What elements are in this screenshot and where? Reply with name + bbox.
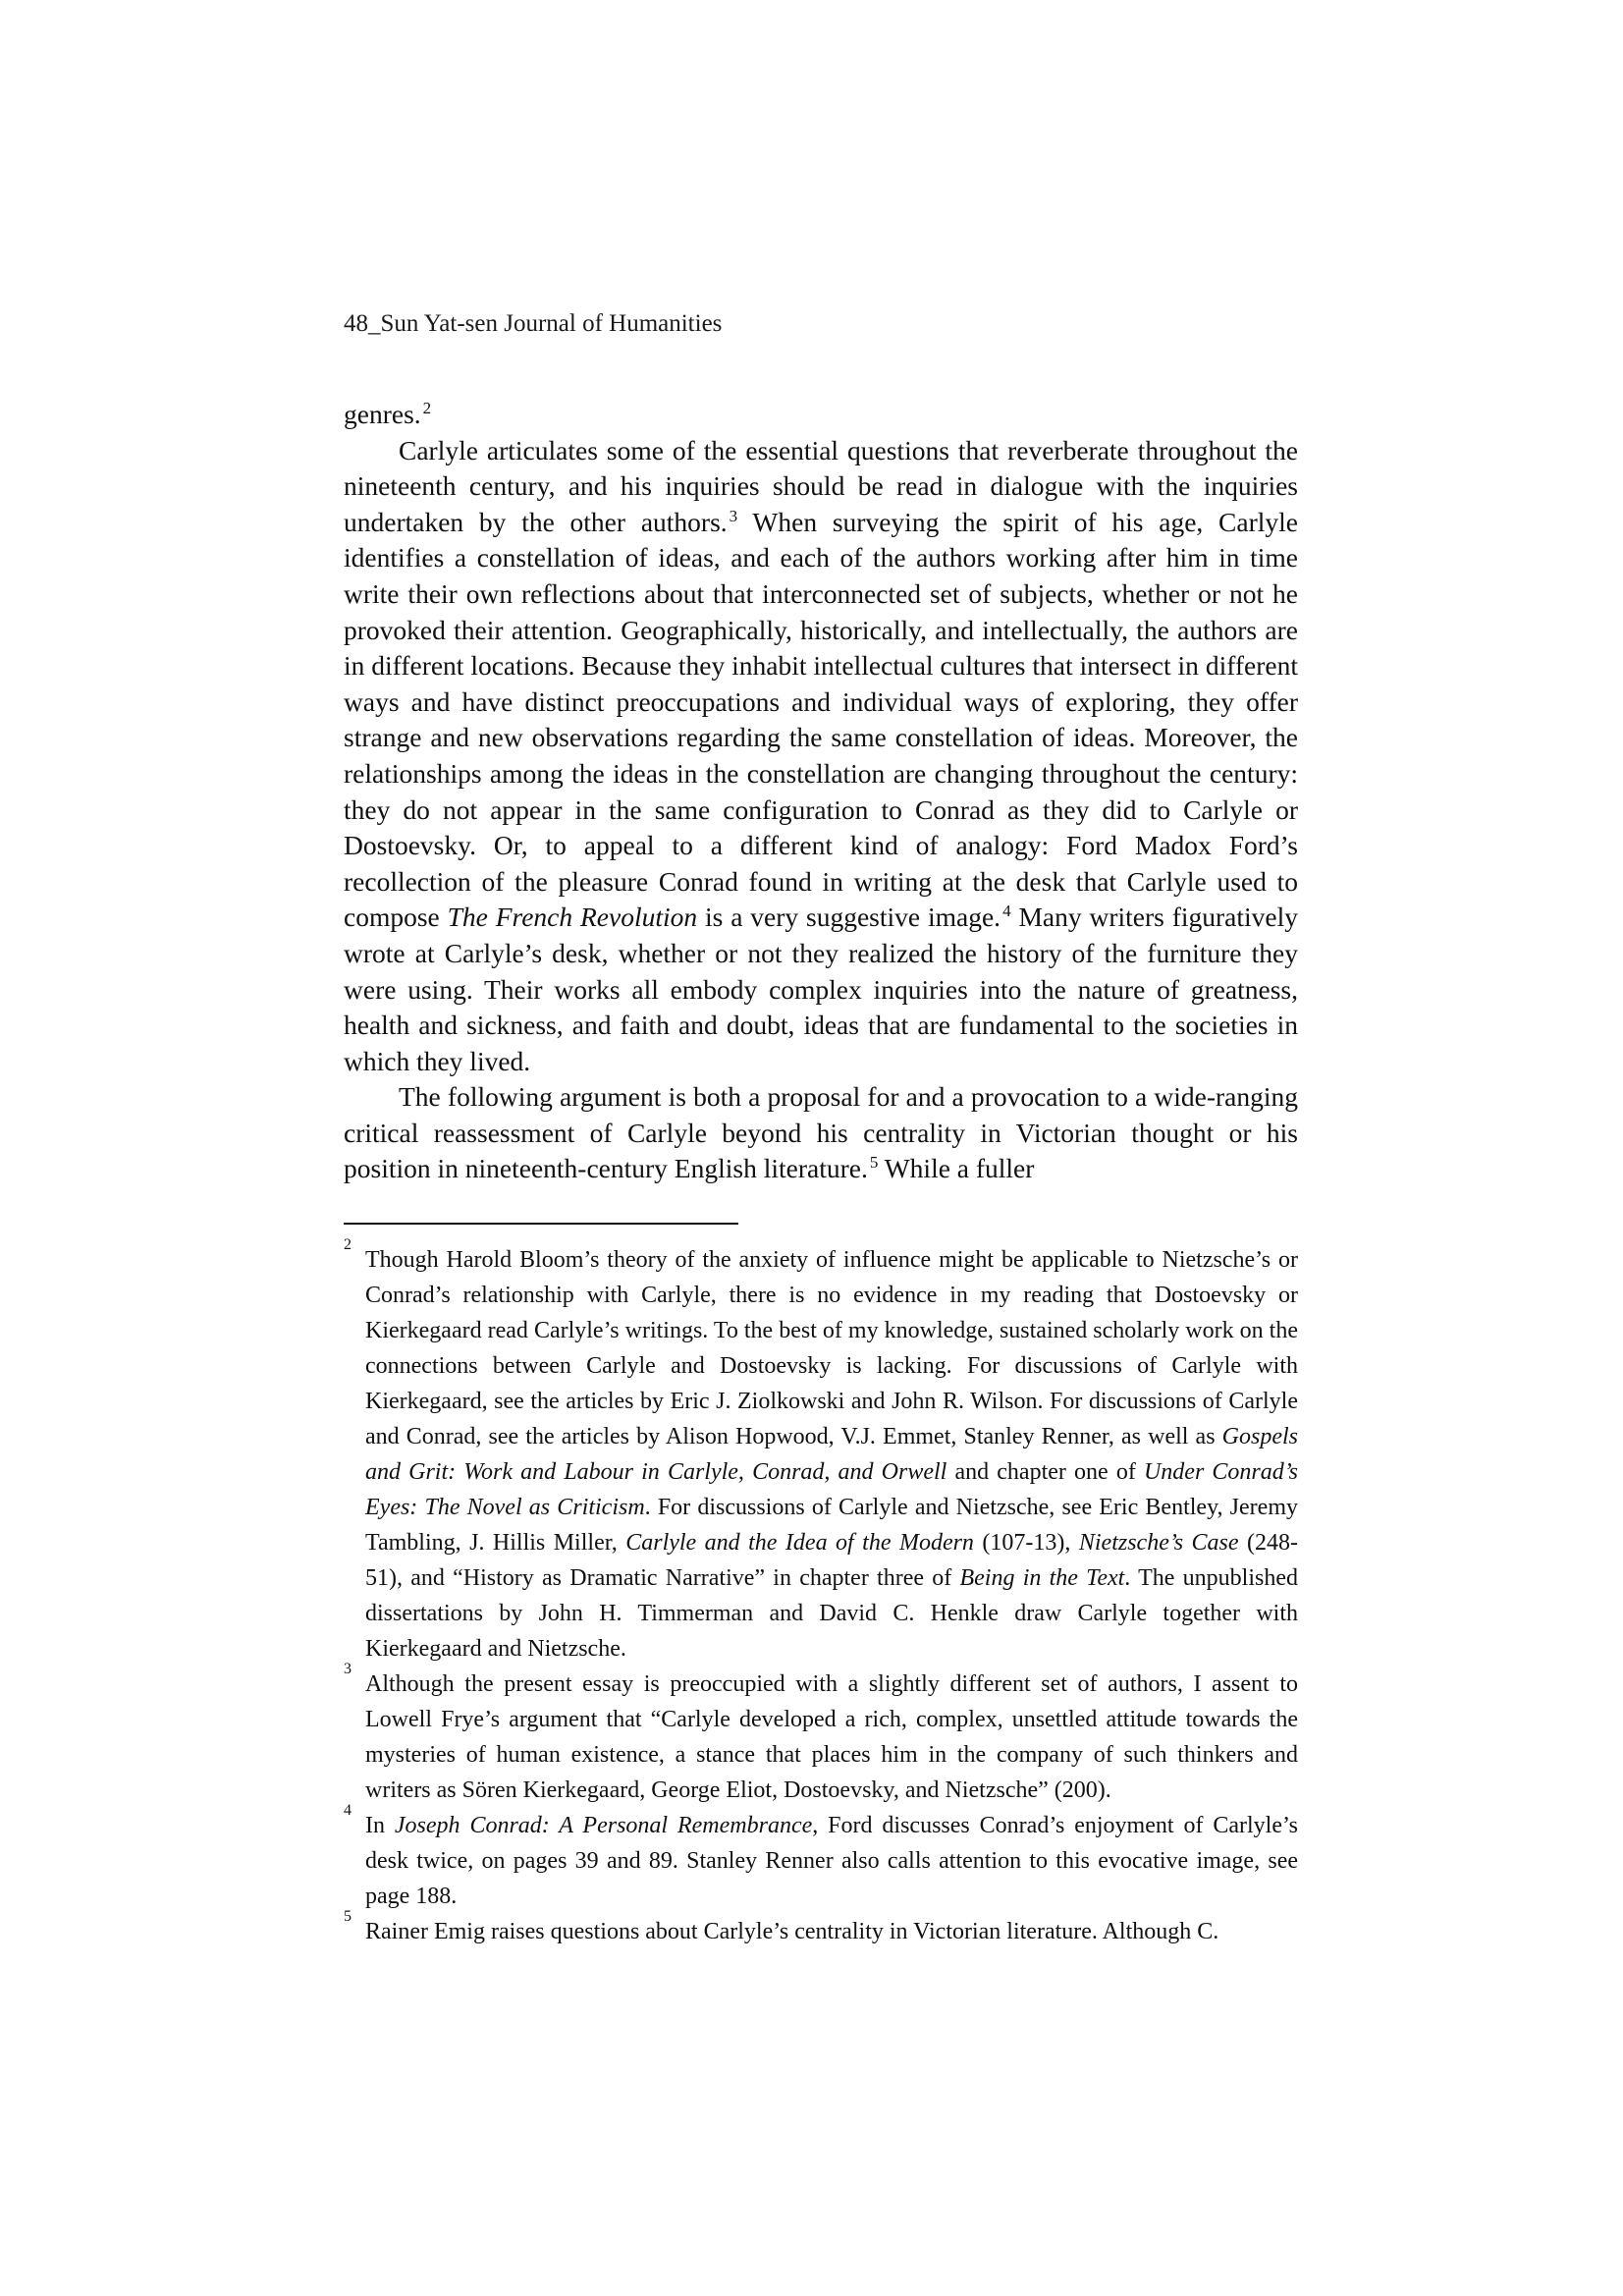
text-run: Many writers figuratively wrote at Carlyle’s desk, whether or not they realized the history of the furniture they were using. Their works all embody complex inquiries into the nature of greatness, health and sickness, and faith and doubt, ideas that are fundamental to the societies in which they lived. [344, 902, 1298, 1076]
footnote-5 [344, 1908, 1298, 1949]
footnote-4 [344, 1802, 1299, 1914]
footnote-number: 3 [344, 1661, 352, 1677]
text-run: Carlyle articulates some of the essential questions that reverberate throughout the nineteenth century, and his inquiries should be read in dialogue with the inquiries undertaken by the other authors. [344, 434, 1298, 537]
text-run: The following argument is both a proposal for and a provocation to a wide-ranging critical reassessment of Carlyle beyond his centrality in Victorian thought or his position in nineteenth-century English literature. [344, 1081, 1298, 1184]
italic-title: The French Revolution [447, 902, 698, 933]
italic-title: Gospels and Grit: Work and Labour in Carlyle, Conrad, and Orwell [365, 1424, 1298, 1485]
footnote-number: 5 [344, 1908, 352, 1925]
italic-title: Joseph Conrad: A Personal Remembrance [394, 1813, 813, 1838]
text-run: , Ford discusses Conrad’s enjoyment of Carlyle’s desk twice, on pages 39 and 89. Stanley Renner also calls attention to this evocative image, see page 188. [365, 1813, 1299, 1909]
text-run: (248-51), and “History as Dramatic Narrative” in chapter three of [365, 1530, 1298, 1591]
text-run: and chapter one of [947, 1459, 1144, 1485]
text-run: In [365, 1813, 395, 1838]
text-run: . For discussions of Carlyle and Nietzsche, see Eric Bentley, Jeremy Tambling, J. Hillis Miller, [365, 1495, 1298, 1556]
text-run: Though Harold Bloom’s theory of the anxiety of influence might be applicable to Nietzsche’s or Conrad’s relationship with Carlyle, there is no evidence in my reading that Dostoevsky or Kierkegaard read Carlyle’s writings. To the best of my knowledge, sustained scholarly work on the connections between Carlyle and Dostoevsky is lacking. For discussions of Carlyle with Kierkegaard, see the articles by Eric J. Ziolkowski and John R. Wilson. For discussions of Carlyle and Conrad, see the articles by Alison Hopwood, V.J. Emmet, Stanley Renner, as well as [365, 1247, 1298, 1449]
footnote-ref-3[interactable]: 3 [729, 506, 738, 525]
paragraph-continuation [344, 397, 1298, 433]
text-run: genres. [344, 399, 421, 429]
footnote-ref-5[interactable]: 5 [869, 1153, 879, 1173]
text-run: When surveying the spirit of his age, Carlyle identifies a constellation of ideas, and each of the authors working after him in time write their own reflections about that interconnected set of subjects, whether or not he provoked their attention. Geographically, historically, and intellectually, the authors are in different locations. Because they inhabit intellectual cultures that intersect in different ways and have distinct preoccupations and individual ways of exploring, they offer strange and new observations regarding the same constellation of ideas. Moreover, the relationships among the ideas in the constellation are changing throughout the century: they do not appear in the same configuration to Conrad as they did to Carlyle or Dostoevsky. Or, to appeal to a different kind of analogy: Ford Madox Ford’s recollection of the pleasure Conrad found in writing at the desk that Carlyle used to compose [344, 506, 1298, 933]
footnote-ref-2[interactable]: 2 [422, 398, 432, 417]
text-run: . The unpublished dissertations by John H. Timmerman and David C. Henkle draw Carlyle together with Kierkegaard and Nietzsche. [365, 1565, 1298, 1662]
italic-title: Being in the Text [959, 1565, 1125, 1591]
text-run: Rainer Emig raises questions about Carlyle’s centrality in Victorian literature. Although C. [365, 1919, 1219, 1944]
italic-title: Under Conrad’s Eyes: The Novel as Criticism [365, 1459, 1298, 1520]
italic-title: Carlyle and the Idea of the Modern [625, 1530, 974, 1556]
text-run: is a very suggestive image. [697, 902, 1001, 933]
footnote-number: 2 [344, 1236, 352, 1253]
footnote-3 [344, 1661, 1298, 1808]
running-head: 48_Sun Yat-sen Journal of Humanities [344, 310, 723, 337]
paragraph [344, 1079, 1298, 1187]
footnote-ref-4[interactable]: 4 [1002, 902, 1011, 921]
footnote-separator [344, 1223, 738, 1225]
footnote-2 [344, 1236, 1298, 1667]
footnote-number: 4 [344, 1802, 352, 1819]
text-run: (107-13), [973, 1530, 1079, 1556]
italic-title: Nietzsche’s Case [1078, 1530, 1239, 1556]
text-run: While a fuller [878, 1153, 1035, 1184]
text-run: Although the present essay is preoccupied with a slightly different set of authors, I assent to Lowell Frye’s argument that “Carlyle developed a rich, complex, unsettled attitude towards the mysteries of human existence, a stance that places him in the company of such thinkers and writers as Sören Kierkegaard, George Eliot, Dostoevsky, and Nietzsche” (200). [365, 1671, 1298, 1803]
main-text [344, 397, 1298, 1187]
paragraph [344, 433, 1298, 1080]
footnotes [344, 1236, 1299, 1949]
